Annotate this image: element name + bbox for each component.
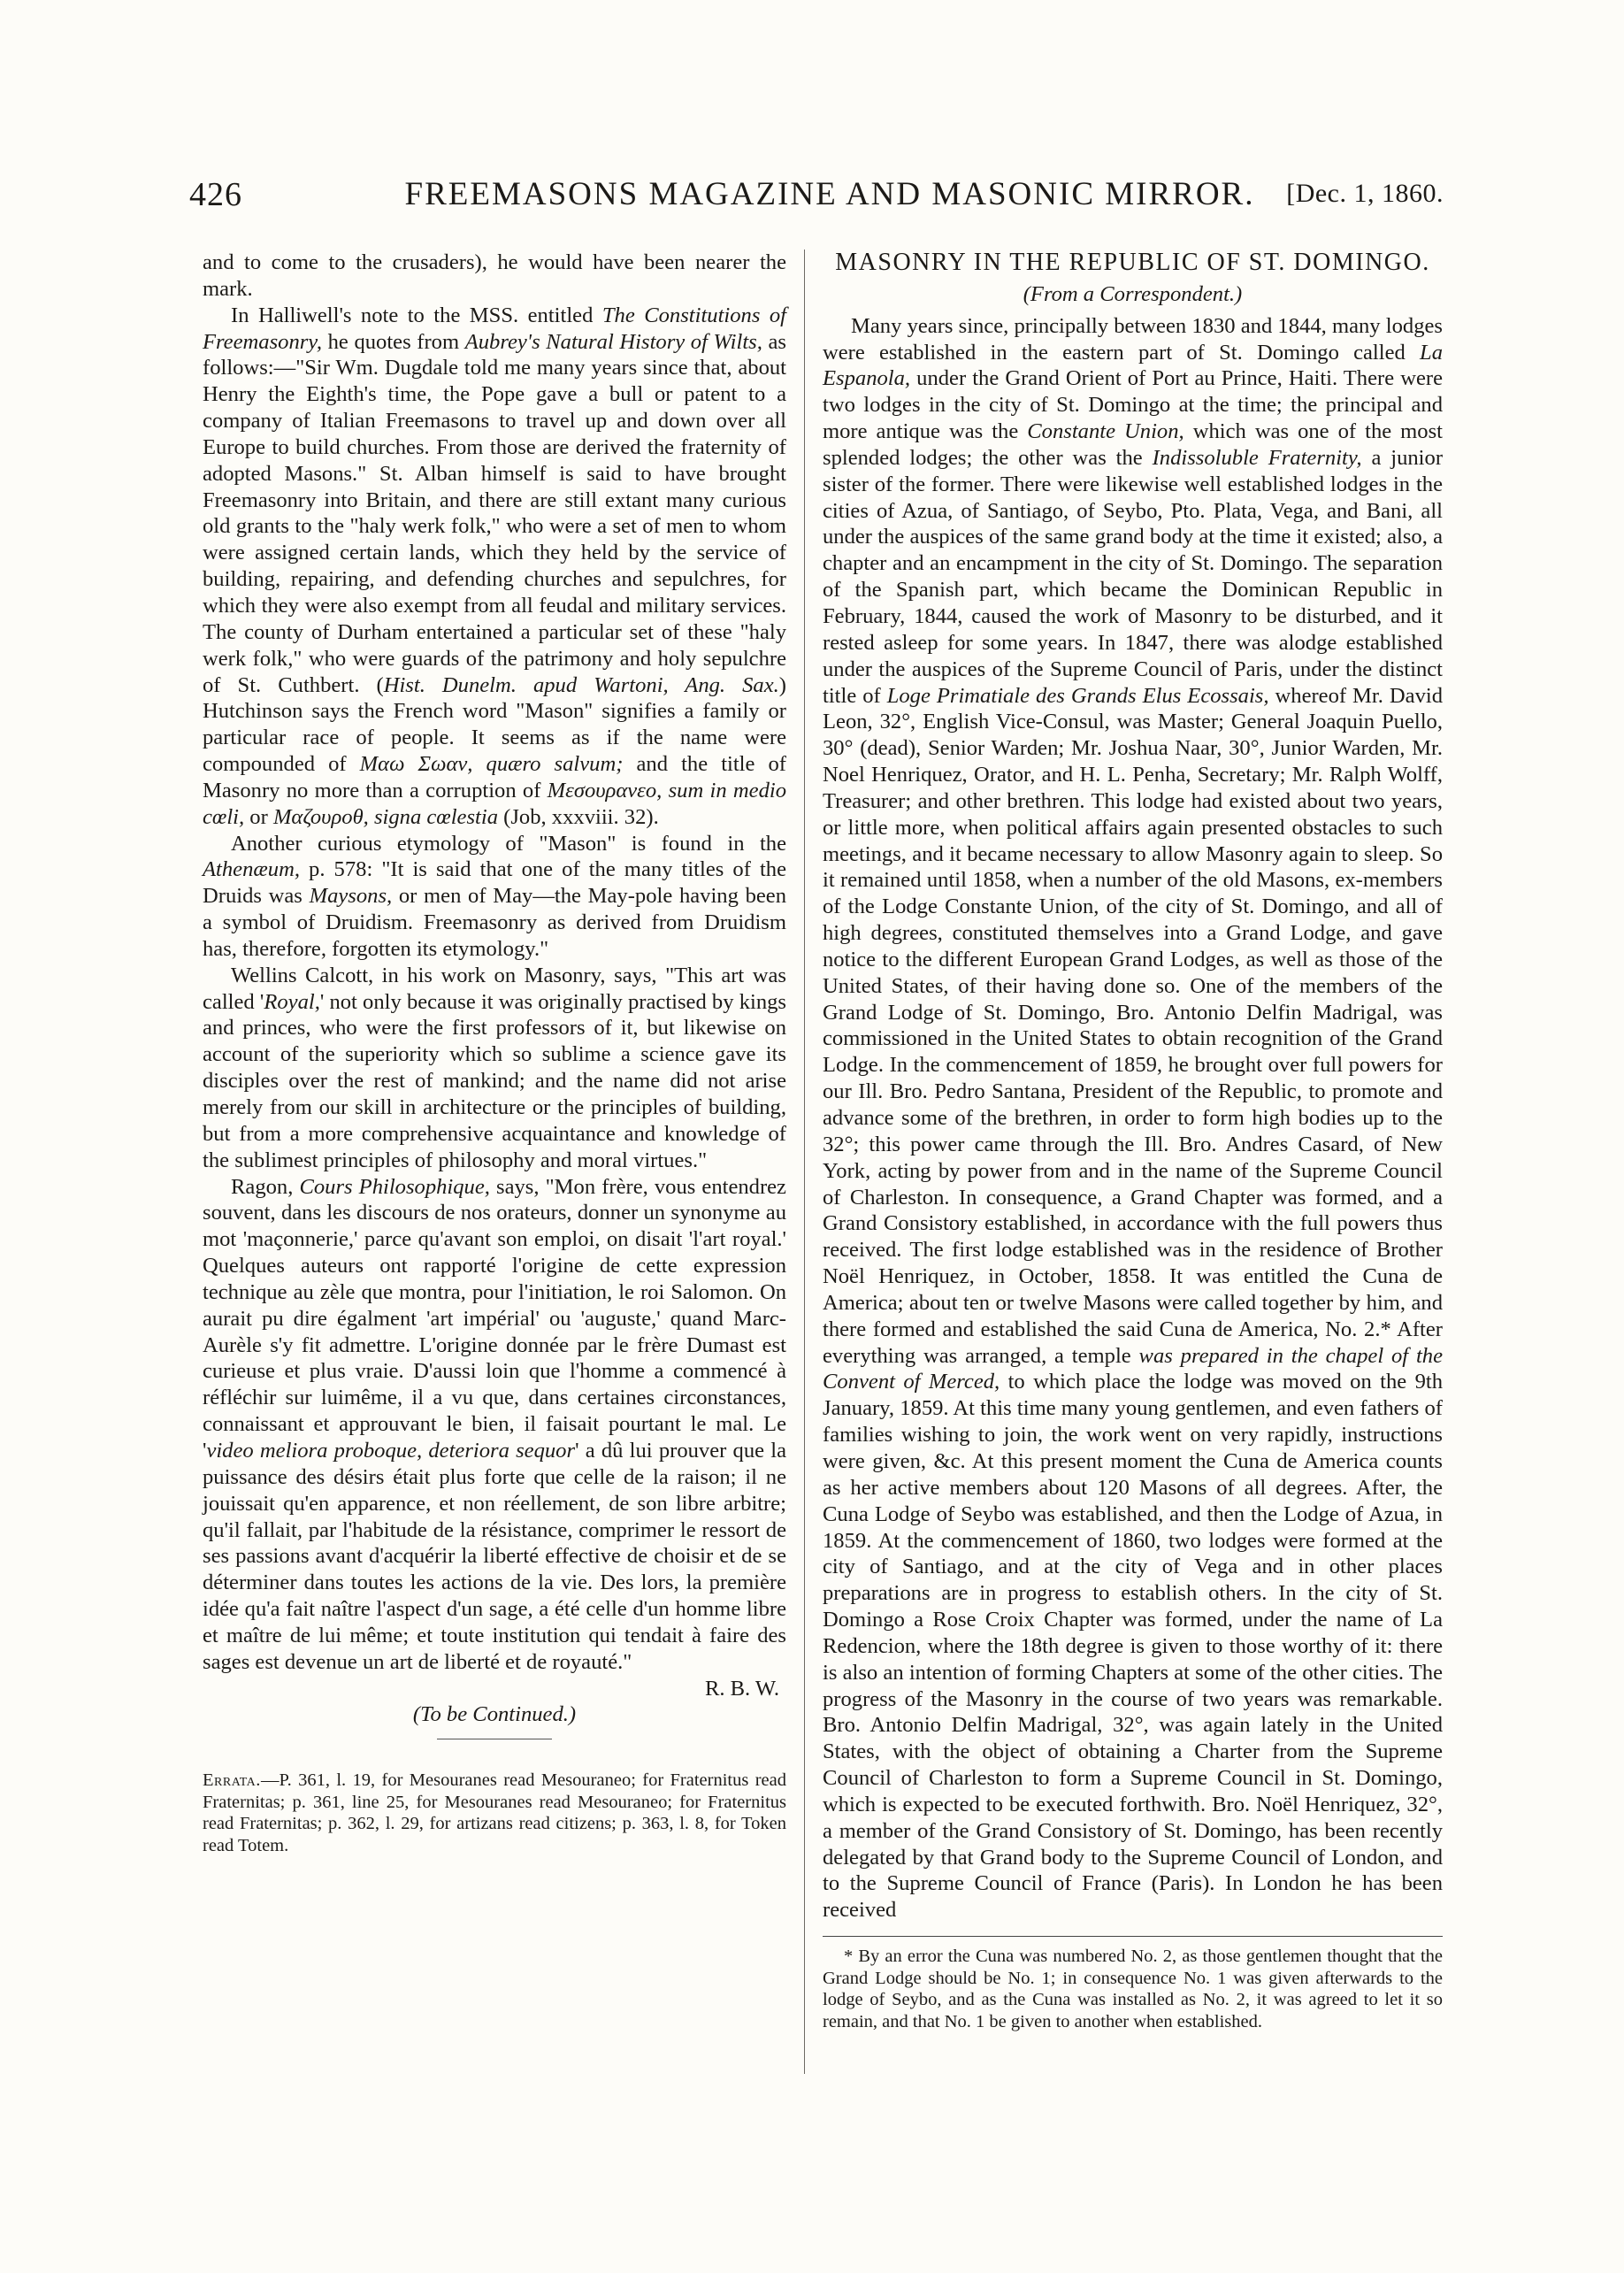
page-number: 426 bbox=[189, 176, 242, 213]
errata-note: Errata.—P. 361, l. 19, for Mesouranes read Mesouraneo; for Fraternitus read Fraternitas; p. 361, line 25, for Mesouranes read Mesouraneo; for Fraternitus read Fraternitas; p. 362, l. 29, for artizans read citizens; p. 363, l. 8, for Token read Totem. bbox=[203, 1770, 786, 1856]
paragraph-etymology: Another curious etymology of "Mason" is found in the Athenæum, p. 578: "It is said that one of the many titles of the Druids was Maysons, or men of May—the May-pole having been a symbol of Druidism. Freemasonry as derived from Druidism has, therefore, forgotten its etymology." bbox=[203, 831, 786, 961]
column-divider bbox=[804, 250, 805, 2074]
paragraph-halliwell: In Halliwell's note to the MSS. entitled The Constitutions of Freemasonry, he quotes from Aubrey's Natural History of Wilts, as follows:—"Sir Wm. Dugdale told me many years since that, about Henry the Eighth's time, the Pope gave a bull or patent to a company of Italian Freemasons to travel up and down over all Europe to build churches. From those are derived the fraternity of adopted Masons." St. Alban himself is said to have brought Freemasonry into Britain, and there are still extant many curious old grants to the "haly werk folk," who were a set of men to whom were assigned certain lands, which they held by the service of building, repairing, and defending churches and sepulchres, for which they were also exempt from all feudal and military services. The county of Durham entertained a particular set of these "haly werk folk," who were guards of the patrimony and holy sepulchre of St. Cuthbert. (Hist. Dunelm. apud Wartoni, Ang. Sax.) Hutchinson says the French word "Mason" signifies a family or particular race of people. It seems as if the name were compounded of Μαω Σωαν, quæro salvum; and the title of Masonry no more than a corruption of Μεσουρανεο, sum in medio cœli, or Μαζουροθ, signa cœlestia (Job, xxxviii. 32). bbox=[203, 303, 786, 829]
author-signature: R. B. W. bbox=[704, 1676, 779, 1701]
issue-date: [Dec. 1, 1860. bbox=[1286, 179, 1444, 208]
journal-title: FREEMASONS MAGAZINE AND MASONIC MIRROR. bbox=[404, 176, 1255, 212]
paragraph-ragon: Ragon, Cours Philosophique, says, "Mon frère, vous entendrez souvent, dans les discours de nos orateurs, donner un synonyme au mot 'maçonnerie,' parce qu'avant son emploi, on disait 'l'art royal.' Quelques auteurs ont rapporté l'origine de cette expression technique au zèle que montra, pour l'initiation, le roi Salomon. On aurait pu dire égalment 'art impérial' ou 'auguste,' quand Marc-Aurèle s'y fit admettre. L'origine donnée par le frère Dumast est curieuse et plus vraie. D'aussi loin que l'homme a commencé à réfléchir sur luimême, il a vu que, dans certaines circonstances, connaissant et approuvant le bien, il faisait pourtant le mal. Le 'video meliora proboque, deteriora sequor' a dû lui prouver que la puissance des désirs était plus forte que celle de la raison; il ne jouissait qu'en apparence, et non réellement, de son libre arbitre; qu'il fallait, par l'habitude de la résistance, comprimer le ressort de ses passions avant d'acquérir la liberté effective de choisir et de se déterminer dans toutes les actions de la vie. Des lors, la première idée qu'a fait naître l'aspect d'un sage, a été celle d'un homme libre et maître de lui même; et toute institution qui tendait à faire des sages est devenue un art de liberté et de royauté." bbox=[203, 1174, 787, 1674]
right-column bbox=[823, 250, 1443, 2033]
footnote: * By an error the Cuna was numbered No. 2, as those gentlemen thought that the Grand Lodge should be No. 1; in consequence No. 1 was given afterwards to the lodge of Seybo, and as the Cuna was installed as No. 2, it was agreed to let it so remain, and that No. 1 be given to another when established. bbox=[823, 1947, 1443, 2031]
signature-line bbox=[203, 1676, 786, 1702]
left-column bbox=[203, 250, 786, 1857]
footnote-rule bbox=[823, 1936, 1443, 1937]
running-header bbox=[189, 175, 1444, 228]
article-body: Many years since, principally between 1830 and 1844, many lodges were established in the eastern part of St. Domingo called La Espanola, under the Grand Orient of Port au Prince, Haiti. There were two lodges in the city of St. Domingo at the time; the principal and more antique was the Constante Union, which was one of the most splended lodges; the other was the Indissoluble Fraternity, a junior sister of the former. There were likewise well established lodges in the cities of Azua, of Santiago, of Seybo, Pto. Plata, Vega, and Bani, all under the auspices of the same grand body at the time it existed; also, a chapter and an encampment in the city of St. Domingo. The separation of the Spanish part, which became the Dominican Republic in February, 1844, caused the work of Masonry to be disturbed, and it rested asleep for some years. In 1847, there was alodge established under the auspices of the Supreme Council of Paris, under the distinct title of Loge Primatiale des Grands Elus Ecossais, whereof Mr. David Leon, 32°, English Vice-Consul, was Master; General Joaquin Puello, 30° (dead), Senior Warden; Mr. Joshua Naar, 30°, Junior Warden, Mr. Noel Henriquez, Orator, and H. L. Penha, Secretary; Mr. Ralph Wolff, Treasurer; and other brethren. This lodge had existed about two years, or little more, when political affairs again presented obstacles to such meetings, and it became necessary to allow Masonry again to sleep. So it remained until 1858, when a number of the old Masons, ex-members of the Lodge Constante Union, of the city of St. Domingo, and all of high degrees, constituted themselves into a Grand Lodge, and gave notice to the different European Grand Lodges, as well as those of the United States, of their having done so. One of the members of the Grand Lodge of St. Domingo, Bro. Antonio Delfin Madrigal, was commissioned in the United States to obtain recognition of the Grand Lodge. In the commencement of 1859, he brought over full powers for our Ill. Bro. Pedro Santana, President of the Republic, to promote and advance some of the brethren, in order to form high bodies up to the 32°; this power came through the Ill. Bro. Andres Casard, of New York, acting by power from and in the name of the Supreme Council of Charleston. In consequence, a Grand Chapter was formed, and a Grand Consistory established, in accordance with the full powers thus received. The first lodge established was in the residence of Brother Noël Henriquez, in October, 1858. It was entitled the Cuna de America; about ten or twelve Masons were called together by him, and there formed and established the said Cuna de America, No. 2.* After everything was arranged, a temple was prepared in the chapel of the Convent of Merced, to which place the lodge was moved on the 9th January, 1859. At this time many young gentlemen, and even fathers of families wishing to join, the work went on very rapidly, instructions were given, &c. At this present moment the Cuna de America counts as her active members about 120 Masons of all degrees. After, the Cuna Lodge of Seybo was established, and then the Lodge of Azua, in 1859. At the commencement of 1860, two lodges were formed at the city of Santiago, and at the city of Vega and in other places preparations are in progress to establish others. In the city of St. Domingo a Rose Croix Chapter was formed, under the name of La Redencion, where the 18th degree is given to those worthy of it: there is also an intention of forming Chapters at some of the other cities. The progress of the Masonry in the course of two years was remarkable. Bro. Antonio Delfin Madrigal, 32°, was again lately in the United States, with the object of obtaining a Charter from the Supreme Council of Charleston to form a Supreme Council in St. Domingo, which is expected to be executed forthwith. Bro. Noël Henriquez, 32°, a member of the Grand Consistory of St. Domingo, has been recently delegated by that Grand body to the Supreme Council of London, and to the Supreme Council of France (Paris). In London he has been received bbox=[823, 313, 1444, 1923]
continued-note: (To be Continued.) bbox=[412, 1702, 577, 1727]
paragraph-calcott: Wellins Calcott, in his work on Masonry, says, "This art was called 'Royal,' not only because it was originally practised by kings and princes, who were the first professors of it, but likewise on account of the superiority which so sublime a science gave its disciples over the rest of mankind; and the name did not arise merely from our skill in architecture or the principles of building, but from a more comprehensive acquaintance and knowledge of the sublimest principles of philosophy and moral virtues." bbox=[203, 963, 786, 1172]
article-subtitle: (From a Correspondent.) bbox=[1023, 281, 1243, 306]
article-title: MASONRY IN THE REPUBLIC OF ST. DOMINGO. bbox=[835, 249, 1430, 276]
paragraph-continuation: and to come to the crusaders), he would have been nearer the mark. bbox=[203, 250, 786, 301]
